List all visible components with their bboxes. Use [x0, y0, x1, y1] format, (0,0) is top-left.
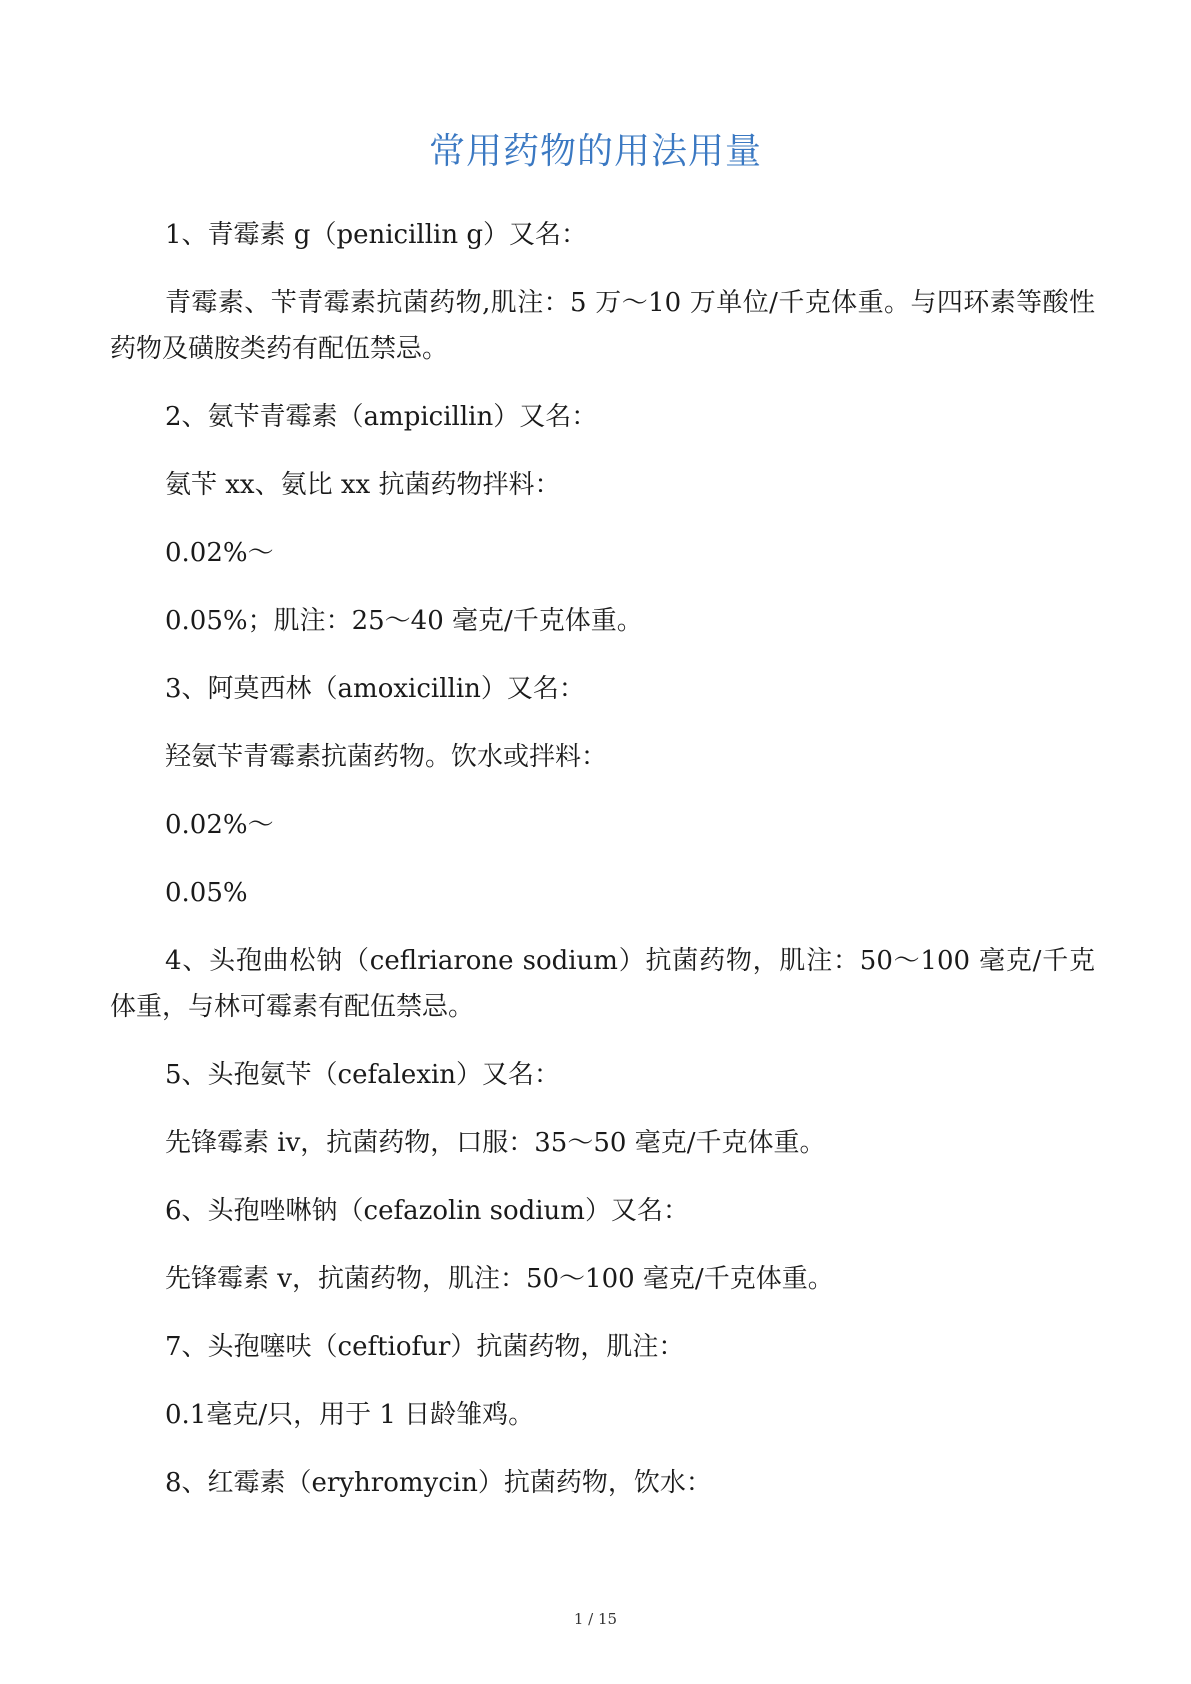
paragraph: 0.05%；肌注：25～40 毫克/千克体重。 — [165, 606, 643, 636]
paragraph: 1、青霉素 g（penicillin g）又名： — [165, 220, 588, 250]
paragraph: 0.02%～ — [165, 810, 274, 840]
paragraph: 4、头孢曲松钠（ceflriarone sodium）抗菌药物，肌注：50～100 毫克/千克体重，与林可霉素有配伍禁忌。 — [110, 946, 1095, 1022]
paragraph: 氨苄 xx、氨比 xx 抗菌药物拌料： — [165, 470, 561, 500]
paragraph: 5、头孢氨苄（cefalexin）又名： — [165, 1060, 561, 1090]
paragraph: 0.02%～ — [165, 538, 274, 568]
paragraph: 先锋霉素 iv，抗菌药物，口服：35～50 毫克/千克体重。 — [165, 1128, 826, 1158]
page-number: 1 / 15 — [573, 1610, 618, 1628]
paragraph: 羟氨苄青霉素抗菌药物。饮水或拌料： — [165, 742, 608, 772]
paragraph: 青霉素、苄青霉素抗菌药物,肌注：5 万～10 万单位/千克体重。与四环素等酸性药物及磺胺类药有配伍禁忌。 — [110, 288, 1095, 364]
paragraph: 先锋霉素 v，抗菌药物，肌注：50～100 毫克/千克体重。 — [165, 1264, 834, 1294]
document-body — [110, 212, 1095, 1528]
document-title: 常用药物的用法用量 — [428, 131, 762, 172]
paragraph: 3、阿莫西林（amoxicillin）又名： — [165, 674, 585, 704]
paragraph: 8、红霉素（eryhromycin）抗菌药物，饮水： — [165, 1468, 712, 1498]
paragraph: 0.1毫克/只，用于 1 日龄雏鸡。 — [165, 1400, 535, 1430]
paragraph: 7、头孢噻呋（ceftiofur）抗菌药物，肌注： — [165, 1332, 685, 1362]
paragraph: 6、头孢唑啉钠（cefazolin sodium）又名： — [165, 1196, 689, 1226]
paragraph: 0.05% — [165, 878, 248, 908]
paragraph: 2、氨苄青霉素（ampicillin）又名： — [165, 402, 598, 432]
